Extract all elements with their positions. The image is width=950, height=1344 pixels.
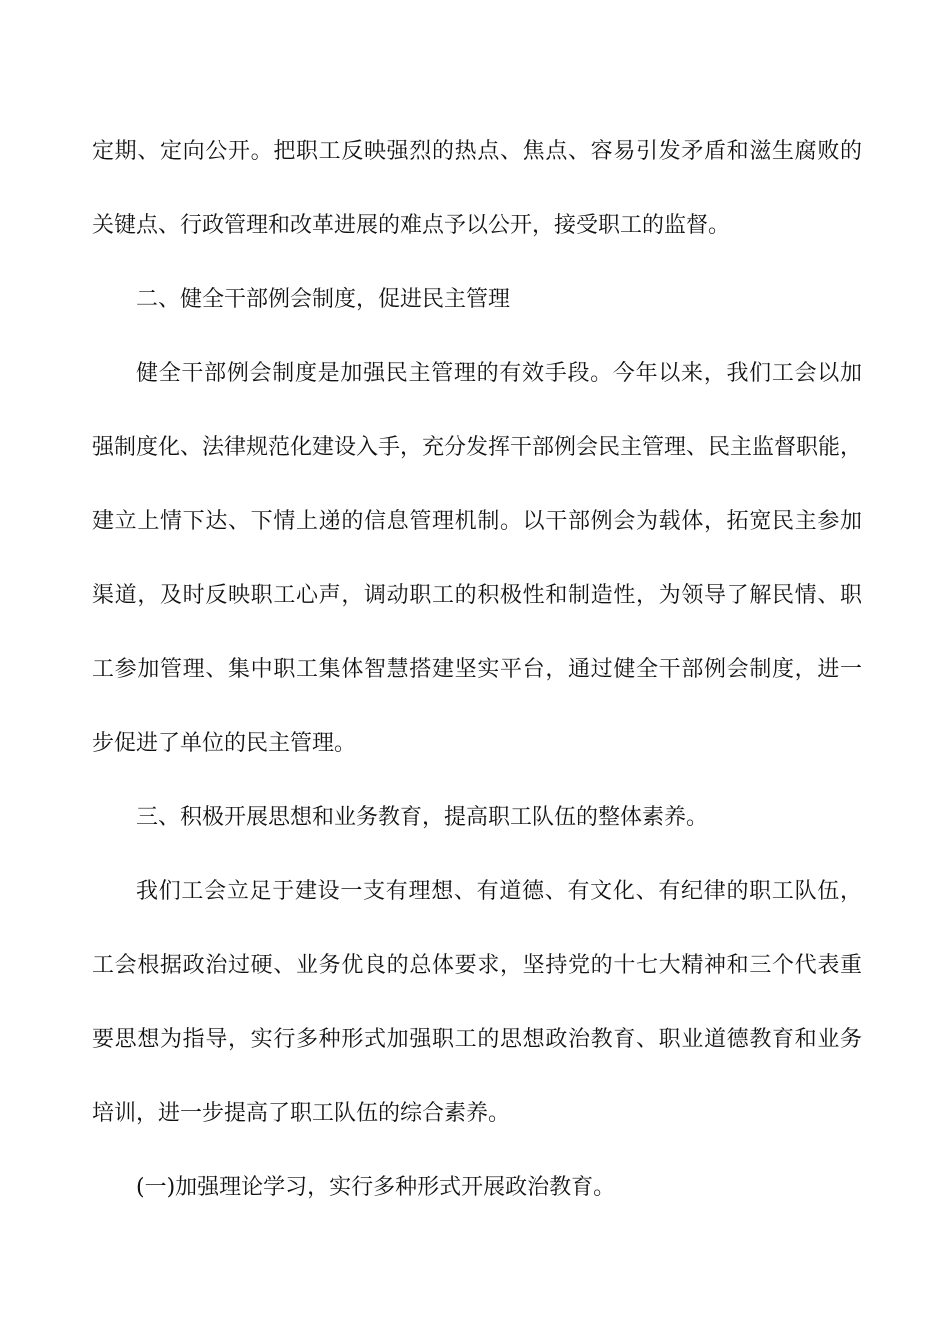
paragraph-line: 强制度化、法律规范化建设入手，充分发挥干部例会民主管理、民主监督职能， [92, 435, 863, 460]
paragraph-line: 建立上情下达、下情上递的信息管理机制。以干部例会为载体，拓宽民主参加 [92, 509, 862, 534]
paragraph-line: 定期、定向公开。把职工反映强烈的热点、焦点、容易引发矛盾和滋生腐败的 [92, 139, 862, 164]
paragraph-line: 工会根据政治过硬、业务优良的总体要求，坚持党的十七大精神和三个代表重 [92, 953, 862, 978]
paragraph-line: 要思想为指导，实行多种形式加强职工的思想政治教育、职业道德教育和业务 [92, 1027, 862, 1052]
paragraph-line: 健全干部例会制度是加强民主管理的有效手段。今年以来，我们工会以加 [136, 361, 862, 386]
paragraph-line: 我们工会立足于建设一支有理想、有道德、有文化、有纪律的职工队伍， [136, 879, 862, 904]
paragraph-line: 工参加管理、集中职工集体智慧搭建坚实平台，通过健全干部例会制度，进一 [92, 657, 862, 682]
section-heading: 三、积极开展思想和业务教育，提高职工队伍的整体素养。 [136, 805, 709, 830]
paragraph-line: 步促进了单位的民主管理。 [92, 731, 357, 756]
paragraph-line: 培训，进一步提高了职工队伍的综合素养。 [92, 1101, 511, 1126]
section-heading: 二、健全干部例会制度，促进民主管理 [136, 287, 511, 312]
subsection-heading: (一)加强理论学习，实行多种形式开展政治教育。 [136, 1175, 616, 1200]
paragraph-line: 关键点、行政管理和改革进展的难点予以公开，接受职工的监督。 [92, 213, 731, 238]
paragraph-line: 渠道，及时反映职工心声，调动职工的积极性和制造性，为领导了解民情、职 [92, 583, 862, 608]
